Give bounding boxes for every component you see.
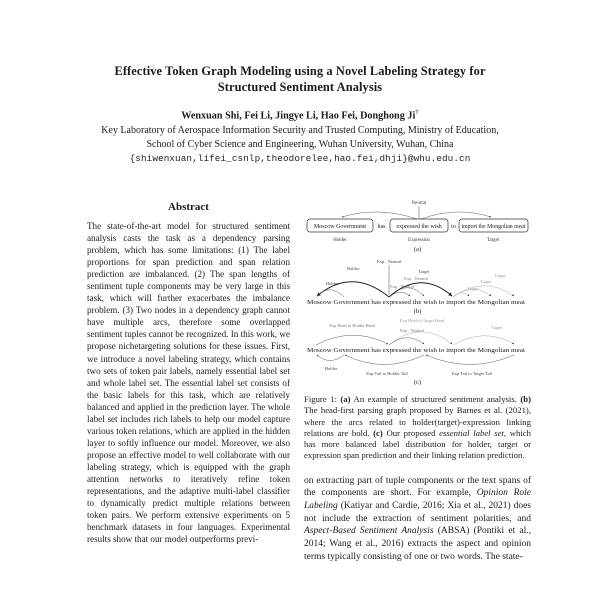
exp-head-target-head-label: Exp Head to Target Head	[399, 318, 445, 323]
exp-head-holder-head-label: Exp Head to Holder Head	[329, 323, 375, 328]
target-relation-label: Target	[418, 269, 430, 274]
subfig-a-tag: (a)	[413, 246, 422, 253]
caption-marker-c: (c)	[373, 427, 383, 438]
caption-segment: An example of structured sentiment analysis.	[350, 394, 521, 404]
holder-relation-label: Holder	[346, 266, 360, 271]
target-span-text: import the Mongolian meat	[461, 224, 526, 230]
figure-caption	[304, 394, 531, 462]
abstract-text: The state-of-the-art model for structured sentiment analysis casts the task as a dependency parsing problem, which has some limitations: (1) The label proportions for span prediction and span relation prediction are imbalanced. (2) The span lengths of sentiment tuple components may be very large in this task, which will further exacerbates the imbalance problem. (3) Two nodes in a dependency graph cannot have multiple arcs, therefore some overlapped sentiment tuples cannot be recognized. In this work, we propose nichetargeting solutions for these issues. First, we introduce a novel labeling strategy, which contains two sets of token pair labels, namely essential label set and whole label set. The essential label set consists of the basic labels for this task, which are relatively balanced and applied in the prediction layer. The whole label set includes rich labels to help our model capture various token relations, which are applied in the hidden layer to softly influence our model. Moreover, we also propose an effective model to well collaborate with our labeling strategy, which is equipped with the graph attention networks to iteratively refine token representations, and the adaptive multi-label classifier to dynamically predict multiple relations between token pairs. We perform extensive experiments on 5 benchmark datasets in four languages. Experimental results show that our model outperforms previ-	[87, 221, 290, 545]
caption-marker-a: (a)	[340, 394, 351, 404]
root-label: Exp : Neutral	[376, 259, 402, 264]
affiliation: Key Laboratory of Aerospace Information Security and Trusted Computing, Ministry of Education, School of Cyber Science and Engineering, Wuhan University, Wuhan, China	[101, 125, 499, 150]
target-span-top-label: Target	[491, 325, 503, 330]
exp-tail-holder-tail-label: Exp Tail to Holder Tail	[366, 371, 408, 376]
subfig-b-tag: (b)	[413, 308, 422, 315]
figure1-subfig-a	[304, 196, 531, 246]
arc-exp-head-target-head	[389, 332, 452, 345]
email-line: {shiwenxuan,lifei_csnlp,theodorelee,hao.fei,dhji}@whu.edu.cn	[129, 153, 471, 165]
caption-segment: Figure 1:	[304, 394, 341, 404]
caption-marker-b: (b)	[520, 394, 531, 404]
connector-has: has	[377, 224, 386, 230]
arc-holder-span-bottom	[317, 355, 344, 361]
caption-segment: , which has more balanced label distribution for holder, target or expression span prediction and their linking relation prediction.	[304, 427, 531, 461]
paper-header	[0, 63, 600, 164]
arc-target-span-top	[453, 336, 514, 345]
left-column	[87, 201, 290, 545]
arc-exp-head-holder-head	[316, 335, 388, 345]
sentence-b: Moscow Government has expressed the wish to import the Mongolian meat	[307, 299, 526, 306]
holder-span-label: Holder	[325, 281, 339, 286]
target-the-label: Target	[467, 286, 479, 291]
body-segment: (Katiyar and Cardie, 2016; Xia et al., 2021) does not include the extraction of sentiment polarities, and	[304, 501, 531, 524]
holder-role-label: Holder	[333, 238, 347, 243]
holder-span-text: Moscow Government	[313, 224, 367, 230]
body-paragraph	[304, 475, 531, 564]
author-line	[0, 108, 600, 121]
sentiment-polarity-label: Neutral	[411, 201, 427, 206]
exp-wish-label: Exp : Neutral	[404, 276, 428, 281]
subfig-c-tag: (c)	[413, 379, 422, 386]
exp-the-label: Exp : Neutral	[390, 284, 414, 289]
caption-term-essential-label-set: essential label set	[439, 427, 504, 438]
abstract-heading: Abstract	[168, 201, 209, 213]
body-term-opinion-role-labeling: Opinion Role Labeling	[304, 488, 531, 512]
target-mongolian-label: Target	[480, 279, 492, 284]
body-term-absa: Aspect-Based Sentiment Analysis	[304, 526, 434, 537]
connector-to: to	[451, 224, 456, 230]
arc-expression-to-target	[421, 212, 491, 219]
body-segment: on extracting part of tuple components or the text spans of the components are short. For example,	[304, 475, 531, 499]
right-column	[304, 196, 531, 563]
expression-span-text: expressed the wish	[396, 224, 442, 230]
figure1-subfig-b	[304, 255, 531, 308]
figure1-subfig-c	[304, 317, 531, 379]
arc-expression-to-holder	[342, 212, 417, 219]
body-segment: (ABSA) (Pontiki et al., 2014; Wang et al., 2016) extracts the aspect and opinion terms typically consisting of one or two words. The state-	[304, 526, 532, 562]
target-role-label: Target	[486, 238, 500, 243]
paper-title: Effective Token Graph Modeling using a Novel Labeling Strategy for Structured Sentiment Analysis	[114, 64, 486, 94]
author-footnote-mark: †	[415, 108, 419, 116]
authors-text: Wenxuan Shi, Fei Li, Jingye Li, Hao Fei, Donghong Ji	[181, 110, 416, 122]
arc-target-the	[453, 293, 469, 297]
exp-tail-target-tail-label: Exp Tail to Target Tail	[451, 371, 493, 376]
arc-exp-neutral	[389, 338, 424, 345]
expression-role-label: Expression	[408, 238, 430, 243]
target-meat-label: Target	[494, 273, 506, 278]
caption-segment: Our proposed	[382, 427, 440, 438]
arc-exp-tail-holder-tail	[345, 355, 424, 365]
caption-segment: The head-first parsing graph proposed by Barnes et al. (2021), where the arcs related to holder(target)-expression linking relations are bold.	[304, 405, 531, 438]
exp-neutral-label: Exp : Neutral	[400, 328, 424, 333]
sentence-c: Moscow Government has expressed the wish to import the Mongolian meat	[307, 347, 526, 354]
holder-span-bottom-label: Holder	[324, 366, 338, 371]
arc-exp-tail-target-tail	[426, 355, 514, 365]
